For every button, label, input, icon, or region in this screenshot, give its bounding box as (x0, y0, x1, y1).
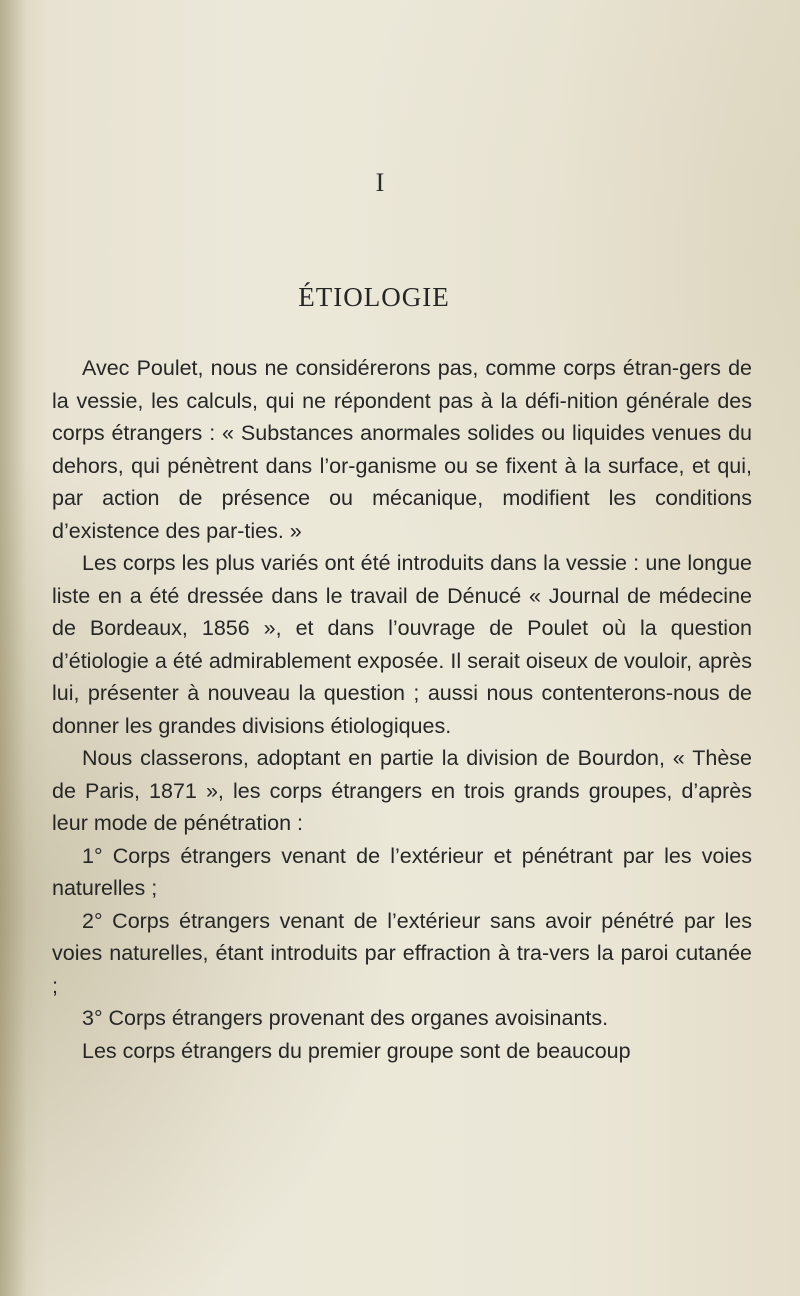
list-item-group-3: 3° Corps étrangers provenant des organes avoisinants. (82, 1006, 609, 1030)
paragraph-first-group: Les corps étrangers du premier groupe sont de beaucoup (82, 1038, 631, 1063)
paragraph-classification: Nous classerons, adoptant en partie la division de Bourdon, « Thèse de Paris, 1871 », les corps étrangers en trois grands groupes, d’après leur mode de pénétration : (52, 746, 752, 835)
chapter-title: ÉTIOLOGIE (298, 282, 450, 312)
paragraph-definition: Avec Poulet, nous ne considérerons pas, comme corps étran-gers de la vessie, les calculs, qui ne répondent pas à la défi-nition générale des corps étrangers : « Substances anormales solides ou liquides venues du dehors, qui pénètrent dans l’or-ganisme ou se fixent à la surface, et qui, par action de présence ou mécanique, modifient les conditions d’existence des par-ties. » (52, 356, 752, 543)
list-item-group-1: 1° Corps étrangers venant de l’extérieur et pénétrant par les voies naturelles ; (52, 843, 752, 900)
chapter-number: I (375, 168, 385, 197)
paragraph-varied-bodies: Les corps les plus variés ont été introduits dans la vessie : une longue liste en a été dressée dans le travail de Dénucé « Journal de médecine de Bordeaux, 1856 », et dans l’ouvrage de Poulet où la question d’étiologie a été admirablement exposée. Il serait oiseux de vouloir, après lui, présenter à nouveau la question ; aussi nous contenterons-nous de donner les grandes divisions étiologiques. (52, 551, 752, 738)
body-text (52, 352, 752, 1067)
list-item-group-2: 2° Corps étrangers venant de l’extérieur sans avoir pénétré par les voies naturelles, étant introduits par effraction à tra-vers la paroi cutanée ; (52, 908, 752, 998)
